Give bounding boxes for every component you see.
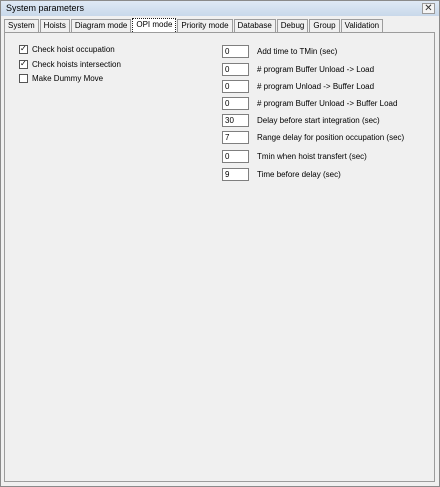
buffer-unload-to-load-label: # program Buffer Unload -> Load (257, 65, 375, 74)
check-hoists-intersection-label: Check hoists intersection (32, 60, 121, 69)
unload-to-buffer-load-input[interactable]: 0 (222, 80, 249, 93)
check-hoists-intersection-checkbox[interactable] (19, 60, 28, 69)
add-time-to-tmin-row (222, 45, 337, 58)
tab-group[interactable]: Group (309, 19, 339, 32)
unload-to-buffer-load-label: # program Unload -> Buffer Load (257, 82, 375, 91)
time-before-delay-row (222, 168, 341, 181)
tab-opi-mode[interactable]: OPI mode (132, 18, 176, 32)
time-before-delay-label: Time before delay (sec) (257, 170, 341, 179)
tab-validation[interactable]: Validation (341, 19, 384, 32)
check-hoist-occupation-label: Check hoist occupation (32, 45, 115, 54)
tab-diagram-mode[interactable]: Diagram mode (71, 19, 131, 32)
time-before-delay-input[interactable]: 9 (222, 168, 249, 181)
buffer-unload-to-load-row (222, 63, 374, 76)
checkmark-icon: ✓ (20, 59, 27, 68)
add-time-to-tmin-label: Add time to TMin (sec) (257, 47, 338, 56)
title-bar (1, 1, 439, 16)
delay-before-start-integration-label: Delay before start integration (sec) (257, 116, 380, 125)
tmin-hoist-transfert-row (222, 150, 367, 163)
checkmark-icon: ✓ (20, 44, 27, 53)
buffer-unload-to-buffer-load-input[interactable]: 0 (222, 97, 249, 110)
tab-strip (4, 19, 384, 32)
window-title: System parameters (6, 3, 85, 13)
tab-system[interactable]: System (4, 19, 39, 32)
make-dummy-move-label: Make Dummy Move (32, 74, 104, 83)
tab-hoists[interactable]: Hoists (40, 19, 70, 32)
tab-database[interactable]: Database (234, 19, 276, 32)
unload-to-buffer-load-row (222, 80, 374, 93)
check-hoist-occupation-option[interactable] (19, 44, 115, 55)
buffer-unload-to-buffer-load-row (222, 97, 397, 110)
add-time-to-tmin-input[interactable]: 0 (222, 45, 249, 58)
buffer-unload-to-buffer-load-label: # program Buffer Unload -> Buffer Load (257, 99, 398, 108)
range-delay-position-occupation-input[interactable]: 7 (222, 131, 249, 144)
buffer-unload-to-load-input[interactable]: 0 (222, 63, 249, 76)
check-hoists-intersection-option[interactable] (19, 59, 121, 70)
tab-debug[interactable]: Debug (277, 19, 309, 32)
delay-before-start-integration-input[interactable]: 30 (222, 114, 249, 127)
tmin-hoist-transfert-label: Tmin when hoist transfert (sec) (257, 152, 367, 161)
delay-before-start-integration-row (222, 114, 380, 127)
check-hoist-occupation-checkbox[interactable] (19, 45, 28, 54)
tab-priority-mode[interactable]: Priority mode (177, 19, 232, 32)
make-dummy-move-checkbox[interactable] (19, 74, 28, 83)
close-button[interactable]: ✕ (422, 3, 435, 14)
make-dummy-move-option[interactable] (19, 73, 103, 84)
range-delay-position-occupation-label: Range delay for position occupation (sec) (257, 133, 405, 142)
range-delay-position-occupation-row (222, 131, 404, 144)
tmin-hoist-transfert-input[interactable]: 0 (222, 150, 249, 163)
